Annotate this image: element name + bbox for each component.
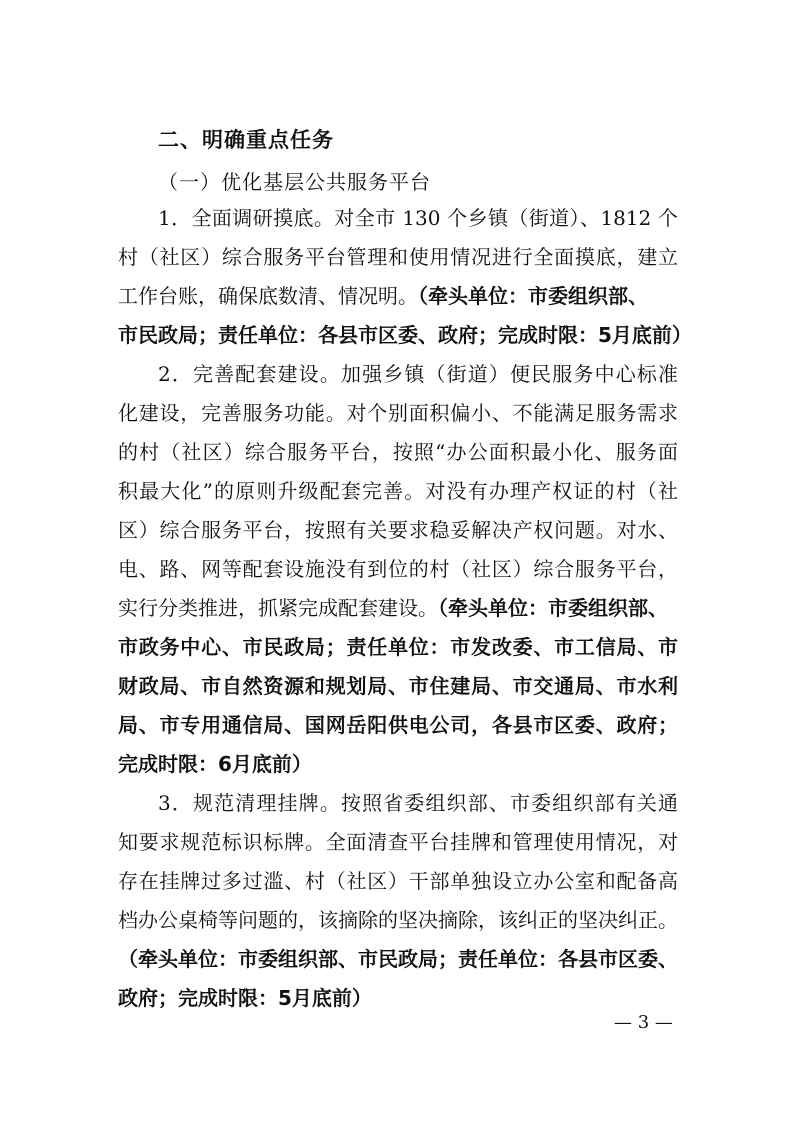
paragraph-line: 村（社区）综合服务平台管理和使用情况进行全面摸底，建立 bbox=[118, 245, 678, 269]
paragraph-line: 1．全面调研摸底。对全市 130 个乡镇（街道）、1812 个 bbox=[158, 206, 678, 230]
page-number: — 3 — bbox=[614, 1012, 673, 1033]
paragraph-line: 存在挂牌过多过滥、村（社区）干部单独设立办公室和配备高 bbox=[118, 869, 678, 893]
paragraph-line: 的村（社区）综合服务平台，按照“办公面积最小化、服务面 bbox=[118, 440, 678, 464]
paragraph-line: 2．完善配套建设。加强乡镇（街道）便民服务中心标准 bbox=[158, 362, 678, 386]
responsibility-note: 市政务中心、市民政局；责任单位：市发改委、市工信局、市 bbox=[118, 635, 678, 659]
paragraph-text: 实行分类推进，抓紧完成配套建设。 bbox=[118, 596, 438, 620]
responsibility-note: 局、市专用通信局、国网岳阳供电公司，各县市区委、政府； bbox=[118, 713, 678, 737]
paragraph-text: 工作台账，确保底数清、情况明。 bbox=[118, 284, 418, 308]
paragraph-line: 电、路、网等配套设施没有到位的村（社区）综合服务平台， bbox=[118, 557, 678, 581]
paragraph-line bbox=[118, 284, 678, 308]
responsibility-note: （牵头单位：市委组织部、市民政局；责任单位：各县市区委、 bbox=[118, 947, 678, 971]
responsibility-note: 财政局、市自然资源和规划局、市住建局、市交通局、市水利 bbox=[118, 674, 678, 698]
paragraph-line: 化建设，完善服务功能。对个别面积偏小、不能满足服务需求 bbox=[118, 401, 678, 425]
responsibility-note: 完成时限：6月底前） bbox=[118, 752, 312, 776]
paragraph-line bbox=[118, 596, 678, 620]
paragraph-line: 积最大化”的原则升级配套完善。对没有办理产权证的村（社 bbox=[118, 479, 678, 503]
paragraph-line: 知要求规范标识标牌。全面清查平台挂牌和管理使用情况，对 bbox=[118, 830, 678, 854]
responsibility-note: （牵头单位：市委组织部、 bbox=[438, 596, 668, 620]
paragraph-line: 档办公桌椅等问题的，该摘除的坚决摘除，该纠正的坚决纠正。 bbox=[118, 908, 678, 932]
paragraph-line: 区）综合服务平台，按照有关要求稳妥解决产权问题。对水、 bbox=[118, 518, 678, 542]
section-title: 二、明确重点任务 bbox=[158, 128, 334, 152]
responsibility-note: 市民政局；责任单位：各县市区委、政府；完成时限：5月底前） bbox=[118, 323, 692, 347]
responsibility-note: （牵头单位：市委组织部、 bbox=[418, 284, 648, 308]
paragraph-line: 3．规范清理挂牌。按照省委组织部、市委组织部有关通 bbox=[158, 791, 678, 815]
responsibility-note: 政府；完成时限：5月底前） bbox=[118, 986, 372, 1010]
subsection-title: （一）优化基层公共服务平台 bbox=[158, 170, 431, 194]
